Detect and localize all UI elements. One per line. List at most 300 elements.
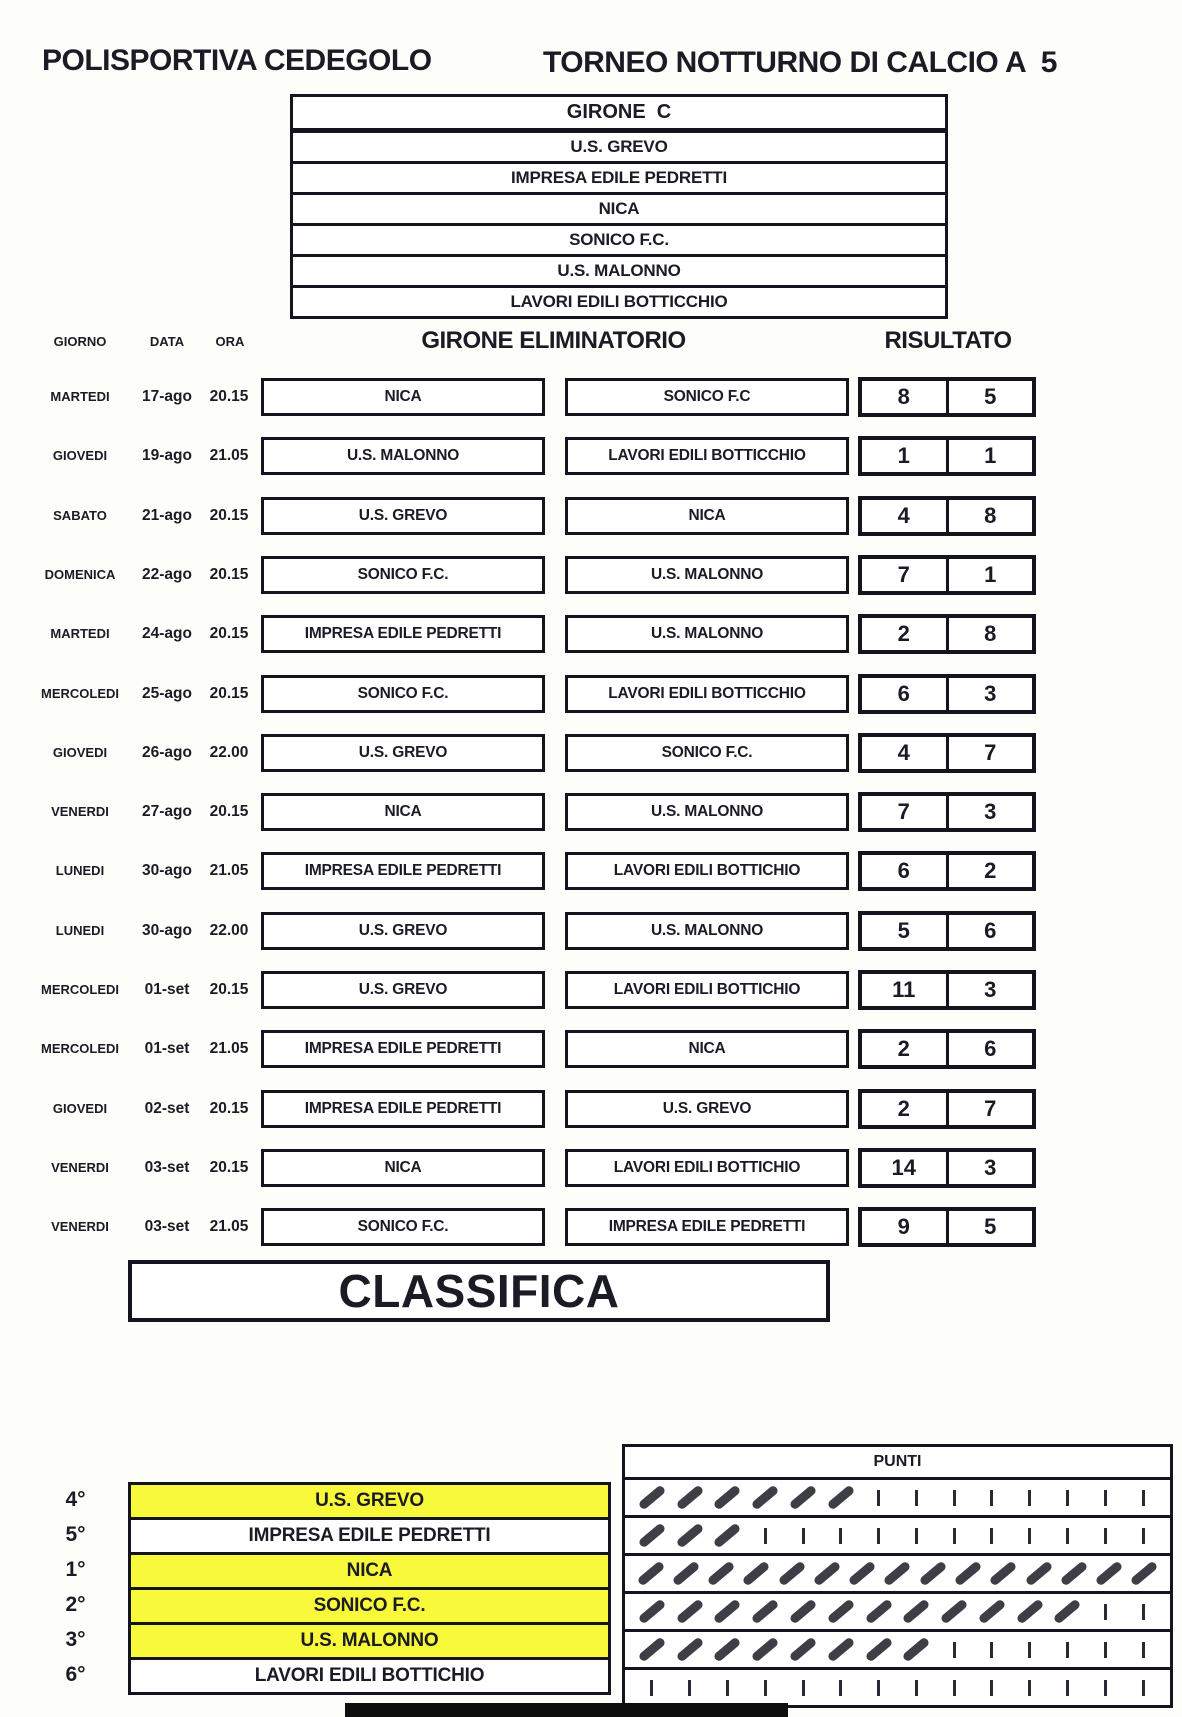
home-team-box: NICA bbox=[261, 1149, 545, 1187]
rank-teams-list bbox=[128, 1482, 611, 1695]
match-row bbox=[0, 1149, 1182, 1193]
tally-mark bbox=[902, 1598, 931, 1624]
tally-tick bbox=[990, 1680, 993, 1696]
tally-row bbox=[625, 1670, 1170, 1705]
tally-slot bbox=[1086, 1594, 1124, 1629]
tally-mark bbox=[918, 1560, 947, 1586]
tally-mark bbox=[940, 1598, 969, 1624]
score-away: 5 bbox=[984, 1214, 997, 1240]
tally-slot bbox=[1049, 1594, 1087, 1629]
tally-slot bbox=[950, 1556, 985, 1591]
score-away: 5 bbox=[984, 384, 997, 409]
match-day: GIOVEDI bbox=[52, 1100, 108, 1116]
tally-slot bbox=[860, 1480, 898, 1515]
away-team-box: U.S. MALONNO bbox=[565, 793, 849, 831]
tally-slot bbox=[897, 1670, 935, 1705]
match-date: 01-set bbox=[144, 981, 190, 998]
home-team-box: SONICO F.C. bbox=[261, 675, 545, 713]
rank-position-label: 1° bbox=[65, 1557, 86, 1581]
tally-tick bbox=[839, 1680, 842, 1696]
tally-slot bbox=[1011, 1480, 1049, 1515]
match-date: 03-set bbox=[144, 1158, 190, 1176]
home-team-box: NICA bbox=[261, 793, 545, 831]
tally-slot bbox=[709, 1632, 747, 1667]
tally-slot bbox=[1124, 1480, 1162, 1515]
tally-mark bbox=[638, 1598, 667, 1624]
tally-slot bbox=[973, 1670, 1011, 1705]
match-time: 22.00 bbox=[209, 743, 249, 761]
score-away: 2 bbox=[984, 858, 997, 884]
tally-tick bbox=[1066, 1642, 1069, 1658]
match-day: GIOVEDI bbox=[52, 744, 108, 760]
match-day: GIOVEDI bbox=[52, 448, 108, 464]
tally-mark bbox=[826, 1636, 855, 1662]
rank-team-row: U.S. MALONNO bbox=[131, 1625, 608, 1660]
match-time: 20.15 bbox=[209, 684, 249, 702]
away-team-box: IMPRESA EDILE PEDRETTI bbox=[565, 1208, 849, 1246]
tally-slot bbox=[709, 1518, 747, 1553]
tally-tick bbox=[802, 1680, 805, 1696]
tally-slot bbox=[860, 1632, 898, 1667]
tally-slot bbox=[935, 1480, 973, 1515]
tally-mark bbox=[1130, 1560, 1159, 1586]
match-row bbox=[0, 615, 1182, 659]
tally-slot bbox=[973, 1632, 1011, 1667]
tally-slot bbox=[633, 1480, 671, 1515]
column-header-giorno: GIORNO bbox=[53, 333, 107, 349]
rank-team-row: NICA bbox=[131, 1555, 608, 1590]
tally-mark bbox=[826, 1484, 855, 1510]
score-away: 3 bbox=[984, 799, 997, 825]
tally-tick bbox=[1028, 1490, 1031, 1506]
tally-slot bbox=[822, 1594, 860, 1629]
match-time: 22.00 bbox=[209, 921, 249, 939]
tally-slot bbox=[1086, 1670, 1124, 1705]
score-home: 8 bbox=[862, 381, 949, 413]
tally-tick bbox=[915, 1680, 918, 1696]
match-time: 20.15 bbox=[209, 981, 249, 998]
match-time: 20.15 bbox=[209, 506, 249, 524]
tally-tick bbox=[1104, 1490, 1107, 1506]
tally-slot bbox=[935, 1632, 973, 1667]
home-team-box: SONICO F.C. bbox=[261, 556, 545, 594]
match-day: MARTEDI bbox=[50, 626, 110, 642]
match-row bbox=[0, 437, 1182, 481]
score-home: 1 bbox=[862, 440, 949, 472]
tally-tick bbox=[1142, 1680, 1145, 1696]
score-away: 6 bbox=[984, 917, 997, 943]
rank-team-row: U.S. GREVO bbox=[131, 1485, 608, 1520]
match-row bbox=[0, 556, 1182, 600]
home-team-box: IMPRESA EDILE PEDRETTI bbox=[261, 1030, 545, 1068]
home-team-box: U.S. MALONNO bbox=[261, 437, 545, 475]
tally-slot bbox=[1086, 1480, 1124, 1515]
tally-slot bbox=[809, 1556, 844, 1591]
tally-slot bbox=[1011, 1632, 1049, 1667]
match-day: MERCOLEDI bbox=[41, 685, 119, 701]
tally-slot bbox=[845, 1556, 880, 1591]
home-team-box: IMPRESA EDILE PEDRETTI bbox=[261, 615, 545, 653]
match-date: 30-ago bbox=[142, 862, 192, 880]
result-box bbox=[858, 911, 1036, 951]
tally-slot bbox=[860, 1594, 898, 1629]
tally-slot bbox=[1049, 1480, 1087, 1515]
score-away: 8 bbox=[984, 621, 997, 647]
tally-tick bbox=[764, 1528, 767, 1544]
tally-slot bbox=[704, 1556, 739, 1591]
match-row bbox=[0, 912, 1182, 956]
girone-team-row: LAVORI EDILI BOTTICCHIO bbox=[510, 292, 728, 311]
tally-mark bbox=[1053, 1598, 1082, 1624]
tally-slot bbox=[784, 1518, 822, 1553]
score-away: 3 bbox=[984, 1154, 997, 1180]
match-time: 20.15 bbox=[209, 1158, 249, 1176]
tally-slot bbox=[897, 1480, 935, 1515]
match-time: 20.15 bbox=[209, 565, 249, 583]
page-title-tournament: TORNEO NOTTURNO DI CALCIO A 5 bbox=[543, 46, 1057, 79]
match-row bbox=[0, 852, 1182, 896]
girone-team-row: U.S. GREVO bbox=[293, 133, 945, 164]
home-team-box: IMPRESA EDILE PEDRETTI bbox=[261, 1090, 545, 1128]
tally-mark bbox=[707, 1560, 736, 1586]
tally-slot bbox=[709, 1480, 747, 1515]
score-away: 7 bbox=[984, 739, 997, 765]
home-team-box: NICA bbox=[261, 378, 545, 416]
score-home: 2 bbox=[862, 618, 949, 650]
match-time: 21.05 bbox=[209, 447, 249, 465]
tally-mark bbox=[742, 1560, 771, 1586]
rank-position-label: 3° bbox=[65, 1627, 86, 1651]
tally-mark bbox=[751, 1598, 780, 1624]
match-time: 20.15 bbox=[209, 625, 249, 643]
tally-slot bbox=[633, 1632, 671, 1667]
tally-mark bbox=[638, 1522, 667, 1548]
tally-tick bbox=[877, 1490, 880, 1506]
tally-slot bbox=[986, 1556, 1021, 1591]
tally-tick bbox=[990, 1642, 993, 1658]
tally-slot bbox=[1049, 1670, 1087, 1705]
tally-slot bbox=[973, 1594, 1011, 1629]
result-box bbox=[858, 851, 1036, 891]
match-date: 21-ago bbox=[142, 506, 192, 524]
match-date: 30-ago bbox=[142, 921, 192, 939]
match-time: 20.15 bbox=[209, 1099, 249, 1117]
match-day: MERCOLEDI bbox=[41, 982, 119, 997]
match-date: 01-set bbox=[144, 1040, 190, 1058]
tally-slot bbox=[633, 1556, 668, 1591]
tally-slot bbox=[709, 1670, 747, 1705]
tally-slot bbox=[1011, 1518, 1049, 1553]
tally-tick bbox=[650, 1680, 653, 1696]
match-day: MARTEDI bbox=[50, 389, 110, 404]
tally-slot bbox=[671, 1518, 709, 1553]
match-day: LUNEDI bbox=[55, 922, 105, 938]
tally-tick bbox=[1142, 1490, 1145, 1506]
tally-tick bbox=[1104, 1680, 1107, 1696]
away-team-box: LAVORI EDILI BOTTICCHIO bbox=[565, 675, 849, 713]
result-box bbox=[858, 970, 1036, 1010]
tally-slot bbox=[1049, 1518, 1087, 1553]
tally-tick bbox=[953, 1528, 956, 1544]
tally-mark bbox=[1095, 1560, 1124, 1586]
score-away: 1 bbox=[984, 561, 997, 587]
rank-position-label: 2° bbox=[65, 1592, 86, 1616]
away-team-box: SONICO F.C bbox=[565, 378, 849, 416]
tally-slot bbox=[746, 1632, 784, 1667]
tally-tick bbox=[953, 1680, 956, 1696]
tally-slot bbox=[822, 1632, 860, 1667]
away-team-box: SONICO F.C. bbox=[565, 734, 849, 772]
score-home: 5 bbox=[862, 915, 949, 947]
tally-tick bbox=[1028, 1680, 1031, 1696]
score-home: 4 bbox=[862, 737, 949, 769]
tally-mark bbox=[978, 1598, 1007, 1624]
tally-tick bbox=[953, 1490, 956, 1506]
score-home: 2 bbox=[862, 1093, 949, 1125]
tally-slot bbox=[746, 1518, 784, 1553]
tally-slot bbox=[774, 1556, 809, 1591]
tally-slot bbox=[1011, 1594, 1049, 1629]
tally-mark bbox=[864, 1636, 893, 1662]
score-home: 7 bbox=[862, 796, 949, 828]
score-home: 6 bbox=[862, 855, 949, 887]
tally-slot bbox=[671, 1480, 709, 1515]
tally-slot bbox=[935, 1670, 973, 1705]
match-day: DOMENICA bbox=[44, 566, 116, 582]
tally-mark bbox=[675, 1522, 704, 1548]
score-away: 3 bbox=[984, 977, 997, 1002]
match-time: 21.05 bbox=[209, 1218, 249, 1236]
match-row bbox=[0, 1030, 1182, 1074]
tally-slot bbox=[1086, 1518, 1124, 1553]
tally-slot bbox=[860, 1670, 898, 1705]
tally-tick bbox=[915, 1490, 918, 1506]
score-home: 11 bbox=[862, 974, 949, 1006]
away-team-box: U.S. MALONNO bbox=[565, 615, 849, 653]
tally-mark bbox=[675, 1636, 704, 1662]
tally-mark bbox=[789, 1598, 818, 1624]
match-date: 27-ago bbox=[142, 803, 192, 821]
tally-row bbox=[625, 1594, 1170, 1632]
tally-row bbox=[625, 1632, 1170, 1670]
tally-mark bbox=[813, 1560, 842, 1586]
tally-slot bbox=[784, 1594, 822, 1629]
girone-teams-list bbox=[290, 130, 948, 319]
score-home: 14 bbox=[862, 1152, 949, 1184]
tally-tick bbox=[990, 1490, 993, 1506]
match-date: 26-ago bbox=[142, 743, 192, 761]
tally-slot bbox=[671, 1632, 709, 1667]
tally-mark bbox=[789, 1636, 818, 1662]
score-away: 1 bbox=[984, 443, 997, 469]
away-team-box: LAVORI EDILI BOTTICHIO bbox=[565, 1149, 849, 1187]
tally-tick bbox=[953, 1642, 956, 1658]
tally-slot bbox=[897, 1518, 935, 1553]
tally-slot bbox=[1091, 1556, 1126, 1591]
tally-slot bbox=[935, 1594, 973, 1629]
rank-position-label: 4° bbox=[65, 1487, 86, 1511]
tally-mark bbox=[751, 1636, 780, 1662]
tally-mark bbox=[989, 1560, 1018, 1586]
match-date: 22-ago bbox=[142, 565, 192, 583]
tally-slot bbox=[897, 1632, 935, 1667]
tally-slot bbox=[746, 1670, 784, 1705]
match-time: 21.05 bbox=[209, 862, 249, 880]
column-header-ora: ORA bbox=[215, 333, 245, 349]
tally-mark bbox=[883, 1560, 912, 1586]
away-team-box: LAVORI EDILI BOTTICCHIO bbox=[565, 437, 849, 475]
match-date: 24-ago bbox=[142, 625, 192, 643]
tally-mark bbox=[713, 1522, 742, 1548]
match-day: VENERDI bbox=[51, 1219, 109, 1235]
match-date: 02-set bbox=[144, 1099, 190, 1117]
away-team-box: U.S. GREVO bbox=[565, 1090, 849, 1128]
rank-team-row: IMPRESA EDILE PEDRETTI bbox=[131, 1520, 608, 1555]
tally-mark bbox=[713, 1484, 742, 1510]
match-row bbox=[0, 675, 1182, 719]
tally-mark bbox=[638, 1484, 667, 1510]
tally-tick bbox=[1142, 1528, 1145, 1544]
match-row bbox=[0, 497, 1182, 541]
tally-mark bbox=[902, 1636, 931, 1662]
tally-mark bbox=[954, 1560, 983, 1586]
away-team-box: LAVORI EDILI BOTTICHIO bbox=[565, 971, 849, 1009]
tally-slot bbox=[860, 1518, 898, 1553]
tally-slot bbox=[1056, 1556, 1091, 1591]
tally-slot bbox=[671, 1670, 709, 1705]
match-row bbox=[0, 1090, 1182, 1134]
home-team-box: IMPRESA EDILE PEDRETTI bbox=[261, 852, 545, 890]
tally-mark bbox=[777, 1560, 806, 1586]
tally-tick bbox=[1104, 1642, 1107, 1658]
result-box bbox=[858, 1029, 1036, 1069]
tally-slot bbox=[746, 1594, 784, 1629]
classifica-title-box: CLASSIFICA bbox=[128, 1260, 830, 1322]
tally-slot bbox=[1124, 1594, 1162, 1629]
result-box bbox=[858, 792, 1036, 832]
result-box bbox=[858, 1207, 1036, 1247]
page-title-club: POLISPORTIVA CEDEGOLO bbox=[42, 44, 432, 77]
tally-tick bbox=[1066, 1680, 1069, 1696]
match-schedule bbox=[0, 378, 1182, 1268]
result-box bbox=[858, 1089, 1036, 1129]
score-away: 7 bbox=[984, 1095, 997, 1121]
away-team-box: LAVORI EDILI BOTTICHIO bbox=[565, 852, 849, 890]
tally-slot bbox=[973, 1480, 1011, 1515]
score-away: 3 bbox=[984, 680, 997, 706]
girone-team-row: SONICO F.C. bbox=[293, 226, 945, 257]
score-away: 8 bbox=[984, 502, 997, 528]
tally-slot bbox=[935, 1518, 973, 1553]
girone-label-box: GIRONE C bbox=[290, 94, 948, 131]
tally-tick bbox=[1104, 1528, 1107, 1544]
tally-slot bbox=[633, 1670, 671, 1705]
tally-mark bbox=[672, 1560, 701, 1586]
girone-team-row: U.S. MALONNO bbox=[293, 257, 945, 288]
result-box bbox=[858, 733, 1036, 773]
result-box bbox=[858, 377, 1036, 417]
home-team-box: U.S. GREVO bbox=[261, 497, 545, 535]
result-box bbox=[858, 614, 1036, 654]
column-header-girone-eliminatorio: GIRONE ELIMINATORIO bbox=[421, 327, 686, 354]
result-box bbox=[858, 1148, 1036, 1188]
match-day: MERCOLEDI bbox=[41, 1041, 119, 1057]
tally-slot bbox=[880, 1556, 915, 1591]
match-date: 19-ago bbox=[142, 447, 192, 465]
match-date: 25-ago bbox=[142, 684, 192, 702]
match-row bbox=[0, 734, 1182, 778]
scan-artifact-bar bbox=[345, 1703, 788, 1717]
tally-slot bbox=[746, 1480, 784, 1515]
tally-slot bbox=[897, 1594, 935, 1629]
rank-team-row: LAVORI EDILI BOTTICHIO bbox=[254, 1665, 485, 1686]
score-home: 7 bbox=[862, 559, 949, 591]
match-row bbox=[0, 378, 1182, 422]
tally-slot bbox=[822, 1670, 860, 1705]
tally-slot bbox=[1021, 1556, 1056, 1591]
punti-header: PUNTI bbox=[625, 1447, 1170, 1480]
tally-slot bbox=[1127, 1556, 1162, 1591]
tally-tick bbox=[764, 1680, 767, 1696]
rank-position-column bbox=[38, 1482, 113, 1692]
score-home: 9 bbox=[862, 1211, 949, 1243]
match-date: 03-set bbox=[144, 1218, 190, 1236]
tally-mark bbox=[713, 1598, 742, 1624]
tally-mark bbox=[848, 1560, 877, 1586]
tally-mark bbox=[713, 1636, 742, 1662]
column-header-risultato: RISULTATO bbox=[884, 327, 1012, 354]
tally-slot bbox=[739, 1556, 774, 1591]
away-team-box: U.S. MALONNO bbox=[565, 912, 849, 950]
tally-row bbox=[625, 1556, 1170, 1594]
score-home: 2 bbox=[862, 1033, 949, 1065]
punti-tally-table bbox=[622, 1444, 1173, 1708]
tally-tick bbox=[1028, 1642, 1031, 1658]
score-home: 6 bbox=[862, 678, 949, 710]
result-box bbox=[858, 496, 1036, 536]
match-row bbox=[0, 971, 1182, 1015]
girone-team-row: NICA bbox=[293, 195, 945, 226]
tally-mark bbox=[751, 1484, 780, 1510]
tally-slot bbox=[1124, 1518, 1162, 1553]
tally-tick bbox=[915, 1528, 918, 1544]
tally-row bbox=[625, 1480, 1170, 1518]
tally-tick bbox=[1028, 1528, 1031, 1544]
tally-slot bbox=[668, 1556, 703, 1591]
tally-mark bbox=[675, 1484, 704, 1510]
rank-position-label: 5° bbox=[65, 1522, 86, 1546]
tally-slot bbox=[1124, 1670, 1162, 1705]
tally-tick bbox=[1066, 1528, 1069, 1544]
result-box bbox=[858, 436, 1036, 476]
tally-slot bbox=[915, 1556, 950, 1591]
tally-slot bbox=[822, 1518, 860, 1553]
tally-mark bbox=[638, 1636, 667, 1662]
tally-tick bbox=[1066, 1490, 1069, 1506]
tally-slot bbox=[1049, 1632, 1087, 1667]
tally-tick bbox=[990, 1528, 993, 1544]
tally-slot bbox=[973, 1518, 1011, 1553]
match-day: VENERDI bbox=[51, 804, 109, 820]
tally-slot bbox=[633, 1594, 671, 1629]
tally-tick bbox=[1104, 1604, 1107, 1620]
match-time: 20.15 bbox=[209, 803, 249, 821]
rank-team-row: SONICO F.C. bbox=[131, 1590, 608, 1625]
away-team-box: U.S. MALONNO bbox=[565, 556, 849, 594]
column-header-data: DATA bbox=[149, 333, 185, 349]
tally-slot bbox=[1124, 1632, 1162, 1667]
match-day: VENERDI bbox=[51, 1159, 109, 1175]
